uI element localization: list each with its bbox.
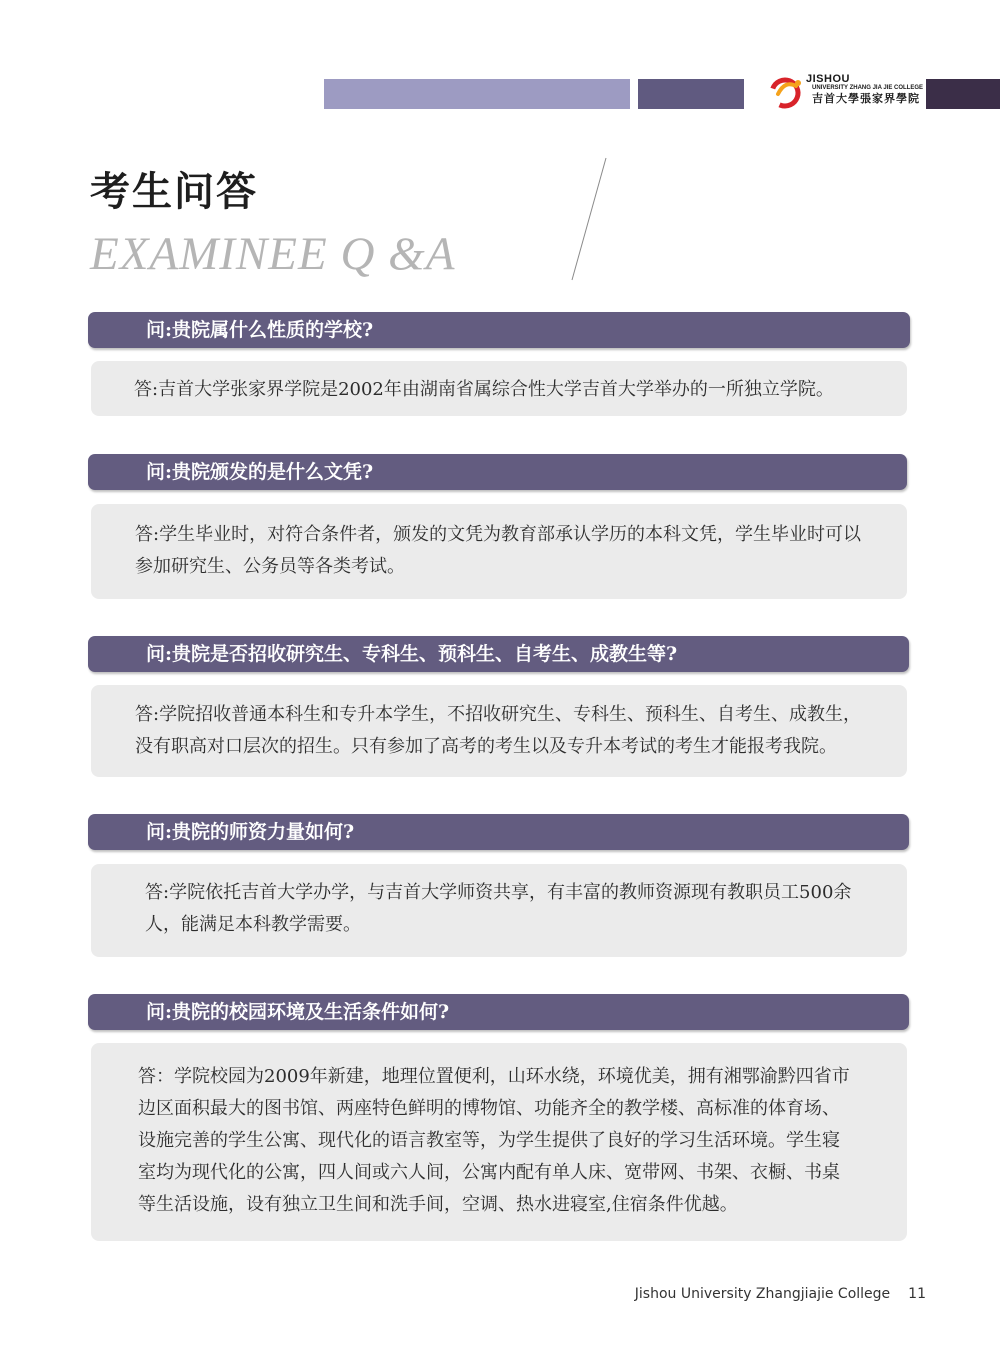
title-divider-line <box>560 156 620 282</box>
college-logo <box>768 72 924 112</box>
college-emblem-icon <box>768 74 804 110</box>
header-bar-light <box>324 79 630 109</box>
question-bar: 问:贵院是否招收研究生、专科生、预科生、自考生、成教生等? <box>88 636 909 672</box>
answer-box: 答:学院招收普通本科生和专升本学生，不招收研究生、专科生、预科生、自考生、成教生，没有职高对口层次的招生。只有参加了高考的考生以及专升本考试的考生才能报考我院。 <box>91 685 907 777</box>
header-bar-dark <box>926 79 1000 109</box>
question-bar: 问:贵院颁发的是什么文凭? <box>88 454 907 490</box>
logo-name-cn: 吉首大學張家界學院 <box>812 92 920 105</box>
question-bar: 问:贵院属什么性质的学校? <box>88 312 910 348</box>
answer-box: 答：学院校园为2009年新建，地理位置便利，山环水绕，环境优美，拥有湘鄂渝黔四省市边区面积最大的图书馆、两座特色鲜明的博物馆、功能齐全的教学楼、高标准的体育场、设施完善的学生公寓、现代化的语言教室等，为学生提供了良好的学习生活环境。学生寝室均为现代化的公寓，四人间或六人间，公寓内配有单人床、宽带网、书架、衣橱、书桌等生活设施，设有独立卫生间和洗手间，空调、热水进寝室,住宿条件优越。 <box>91 1043 907 1241</box>
question-bar: 问:贵院的师资力量如何? <box>88 814 909 850</box>
logo-name-en: JISHOU <box>806 73 850 85</box>
page-title-en: EXAMINEE Q &A <box>90 228 456 280</box>
page-number: 11 <box>908 1286 926 1302</box>
page-footer <box>560 1286 926 1302</box>
header-bar-mid <box>638 79 744 109</box>
answer-box: 答:吉首大学张家界学院是2002年由湖南省属综合性大学吉首大学举办的一所独立学院。 <box>91 361 907 416</box>
logo-sub-en: UNIVERSITY ZHANG JIA JIE COLLEGE <box>812 85 924 91</box>
page-title: 考生问答 <box>90 168 258 215</box>
question-bar: 问:贵院的校园环境及生活条件如何? <box>88 994 909 1030</box>
footer-college-name: Jishou University Zhangjiajie College <box>634 1286 891 1302</box>
answer-box: 答:学生毕业时，对符合条件者，颁发的文凭为教育部承认学历的本科文凭，学生毕业时可以参加研究生、公务员等各类考试。 <box>91 504 907 599</box>
answer-box: 答:学院依托吉首大学办学，与吉首大学师资共享，有丰富的教师资源现有教职员工500余人，能满足本科教学需要。 <box>91 864 907 957</box>
